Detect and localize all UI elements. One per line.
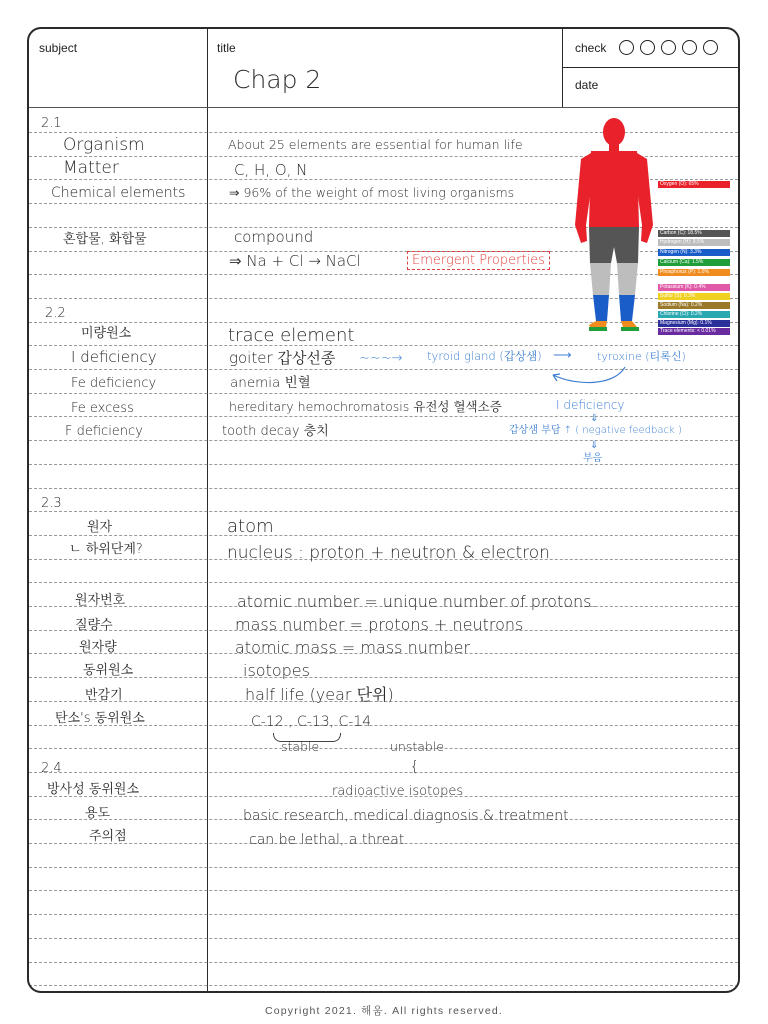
legend-item: Carbon (C): 18.5% [658,230,730,237]
legend-item: Chlorine (Cl): 0.2% [658,311,730,318]
copyright-footer: Copyright 2021. 해움. All rights reserved. [264,1005,504,1017]
ruled-line [29,677,738,678]
note-line-21: can be lethal, a threat [249,832,405,848]
down-arrow-1: ⇓ [590,413,599,424]
legend-item: Sodium (Na): 0.2% [658,302,730,309]
note-line-1: About 25 elements are essential for human life [228,137,523,152]
mixture-label: 혼합물, 화합물 [63,232,147,247]
title-label: title [217,41,236,55]
note-line-3: ⇒ 96% of the weight of most living organisms [229,185,515,200]
subject-label: subject [39,41,78,55]
carbon-isotope-label: 탄소's 동위원소 [55,711,145,726]
header-bottom-line [29,107,740,108]
legend-item: Hydrogen (H): 9.5% [658,239,730,246]
brace-mark: { [410,759,419,775]
feedback-note: 갑상샘 부담 ↑ ( negative feedback ) [509,425,682,436]
page-title: Chap 2 [233,65,322,94]
legend-item: Potassium (K): 0.4% [658,284,730,291]
trace-label: 미량원소 [81,326,132,341]
fe-deficiency-label: Fe deficiency [71,376,157,391]
ruled-line [29,938,738,939]
section-2-2: 2.2 [45,306,66,321]
tyroxine-note: tyroxine (티록신) [597,350,686,363]
ruled-line [29,914,738,915]
note-line-20: basic research, medical diagnosis & treatment [243,808,569,824]
ruled-line [29,393,738,394]
ruled-line [29,962,738,963]
annotation-arrow-1: ~~~→ [359,351,403,366]
ruled-line [29,582,738,583]
ruled-line [29,535,738,536]
note-line-16: isotopes [243,661,310,680]
atomic-number-label: 원자번호 [75,593,126,608]
note-frame [27,27,740,993]
ruled-line [29,890,738,891]
f-deficiency-label: F deficiency [65,424,143,439]
tyroid-gland-note: tyroid gland (갑상샘) [427,349,542,363]
atom-label: 원자 [87,520,113,535]
i-deficiency-label: I deficiency [71,348,157,366]
ruled-line [29,369,738,370]
note-line-11: atom [227,516,274,537]
check-circle-1[interactable] [619,40,634,55]
ruled-line [29,416,738,417]
note-line-12: nucleus : proton + neutron & electron [227,543,550,563]
check-circle-4[interactable] [682,40,697,55]
ruled-line [29,748,738,749]
note-line-2: C, H, O, N [234,161,308,179]
human-body-figure [569,115,659,337]
stable-label: stable [281,739,320,754]
note-line-19: radioactive isotopes [332,784,464,799]
i-deficiency-note: I deficiency [556,398,625,412]
ruled-line [29,772,738,773]
legend-item: Magnesium (Mg): 0.1% [658,320,730,327]
chemical-elements-label: Chemical elements [51,185,186,201]
emergent-properties: Emergent Properties [407,251,550,270]
section-2-4: 2.4 [41,761,62,776]
use-label: 용도 [85,806,111,821]
check-label: check [575,41,607,55]
legend-item: Sulfur (S): 0.3% [658,293,730,300]
atomic-mass-label: 원자량 [79,640,117,655]
check-circle-2[interactable] [640,40,655,55]
feedback-curve-arrow [539,365,629,389]
ruled-line [29,867,738,868]
organism-label: Organism [63,135,145,155]
check-circle-5[interactable] [703,40,718,55]
date-label: date [575,78,599,92]
note-line-13: atomic number = unique number of protons. [237,592,597,611]
note-line-4: compound [234,228,314,246]
section-2-1: 2.1 [41,116,62,131]
legend-item: Oxygen (O): 65% [658,181,730,188]
note-line-10: tooth decay 충치 [222,424,329,439]
header-divider-h [562,67,740,68]
down-arrow-2: ⇓ [590,440,599,451]
sublevel-label: ㄴ 하위단계? [69,542,143,557]
note-line-14: mass number = protons + neutrons [235,615,524,634]
ruled-line [29,440,738,441]
note-line-5: ⇒ Na + Cl → NaCl [229,252,361,270]
halflife-label: 반감기 [85,688,123,703]
radio-isotope-label: 방사성 동위원소 [47,782,140,797]
note-line-6: trace element [228,325,355,346]
ruled-line [29,345,738,346]
note-line-15: atomic mass = mass number [235,638,471,657]
annotation-arrow-2: ⟶ [553,348,572,363]
fe-excess-label: Fe excess [71,401,134,416]
caution-label: 주의점 [89,829,127,844]
isotope-label: 동위원소 [83,663,134,678]
result-note: 부음 [583,453,603,464]
note-line-18: C-12 , C-13, C-14 [251,714,372,730]
legend-item: Phosphorus (P): 1.0% [658,269,730,276]
note-line-17: half life (year 단위) [245,685,394,704]
matter-label: Matter [63,158,119,178]
check-circle-3[interactable] [661,40,676,55]
legend-item: Calcium (Ca): 1.5% [658,259,730,266]
header-divider [562,29,563,107]
ruled-line [29,985,738,986]
unstable-label: unstable [390,739,445,754]
ruled-line [29,488,738,489]
section-2-3: 2.3 [41,496,62,511]
note-line-8: anemia 빈혈 [230,375,311,391]
legend-item: Nitrogen (N): 3.3% [658,249,730,256]
legend-item: Trace elements: < 0.01% [658,328,730,335]
ruled-line [29,511,738,512]
mass-number-label: 질량수 [75,618,113,633]
note-line-9: hereditary hemochromatosis 유전성 혈색소증 [229,399,502,414]
ruled-line [29,464,738,465]
note-line-7: goiter 갑상선종 [229,349,336,367]
